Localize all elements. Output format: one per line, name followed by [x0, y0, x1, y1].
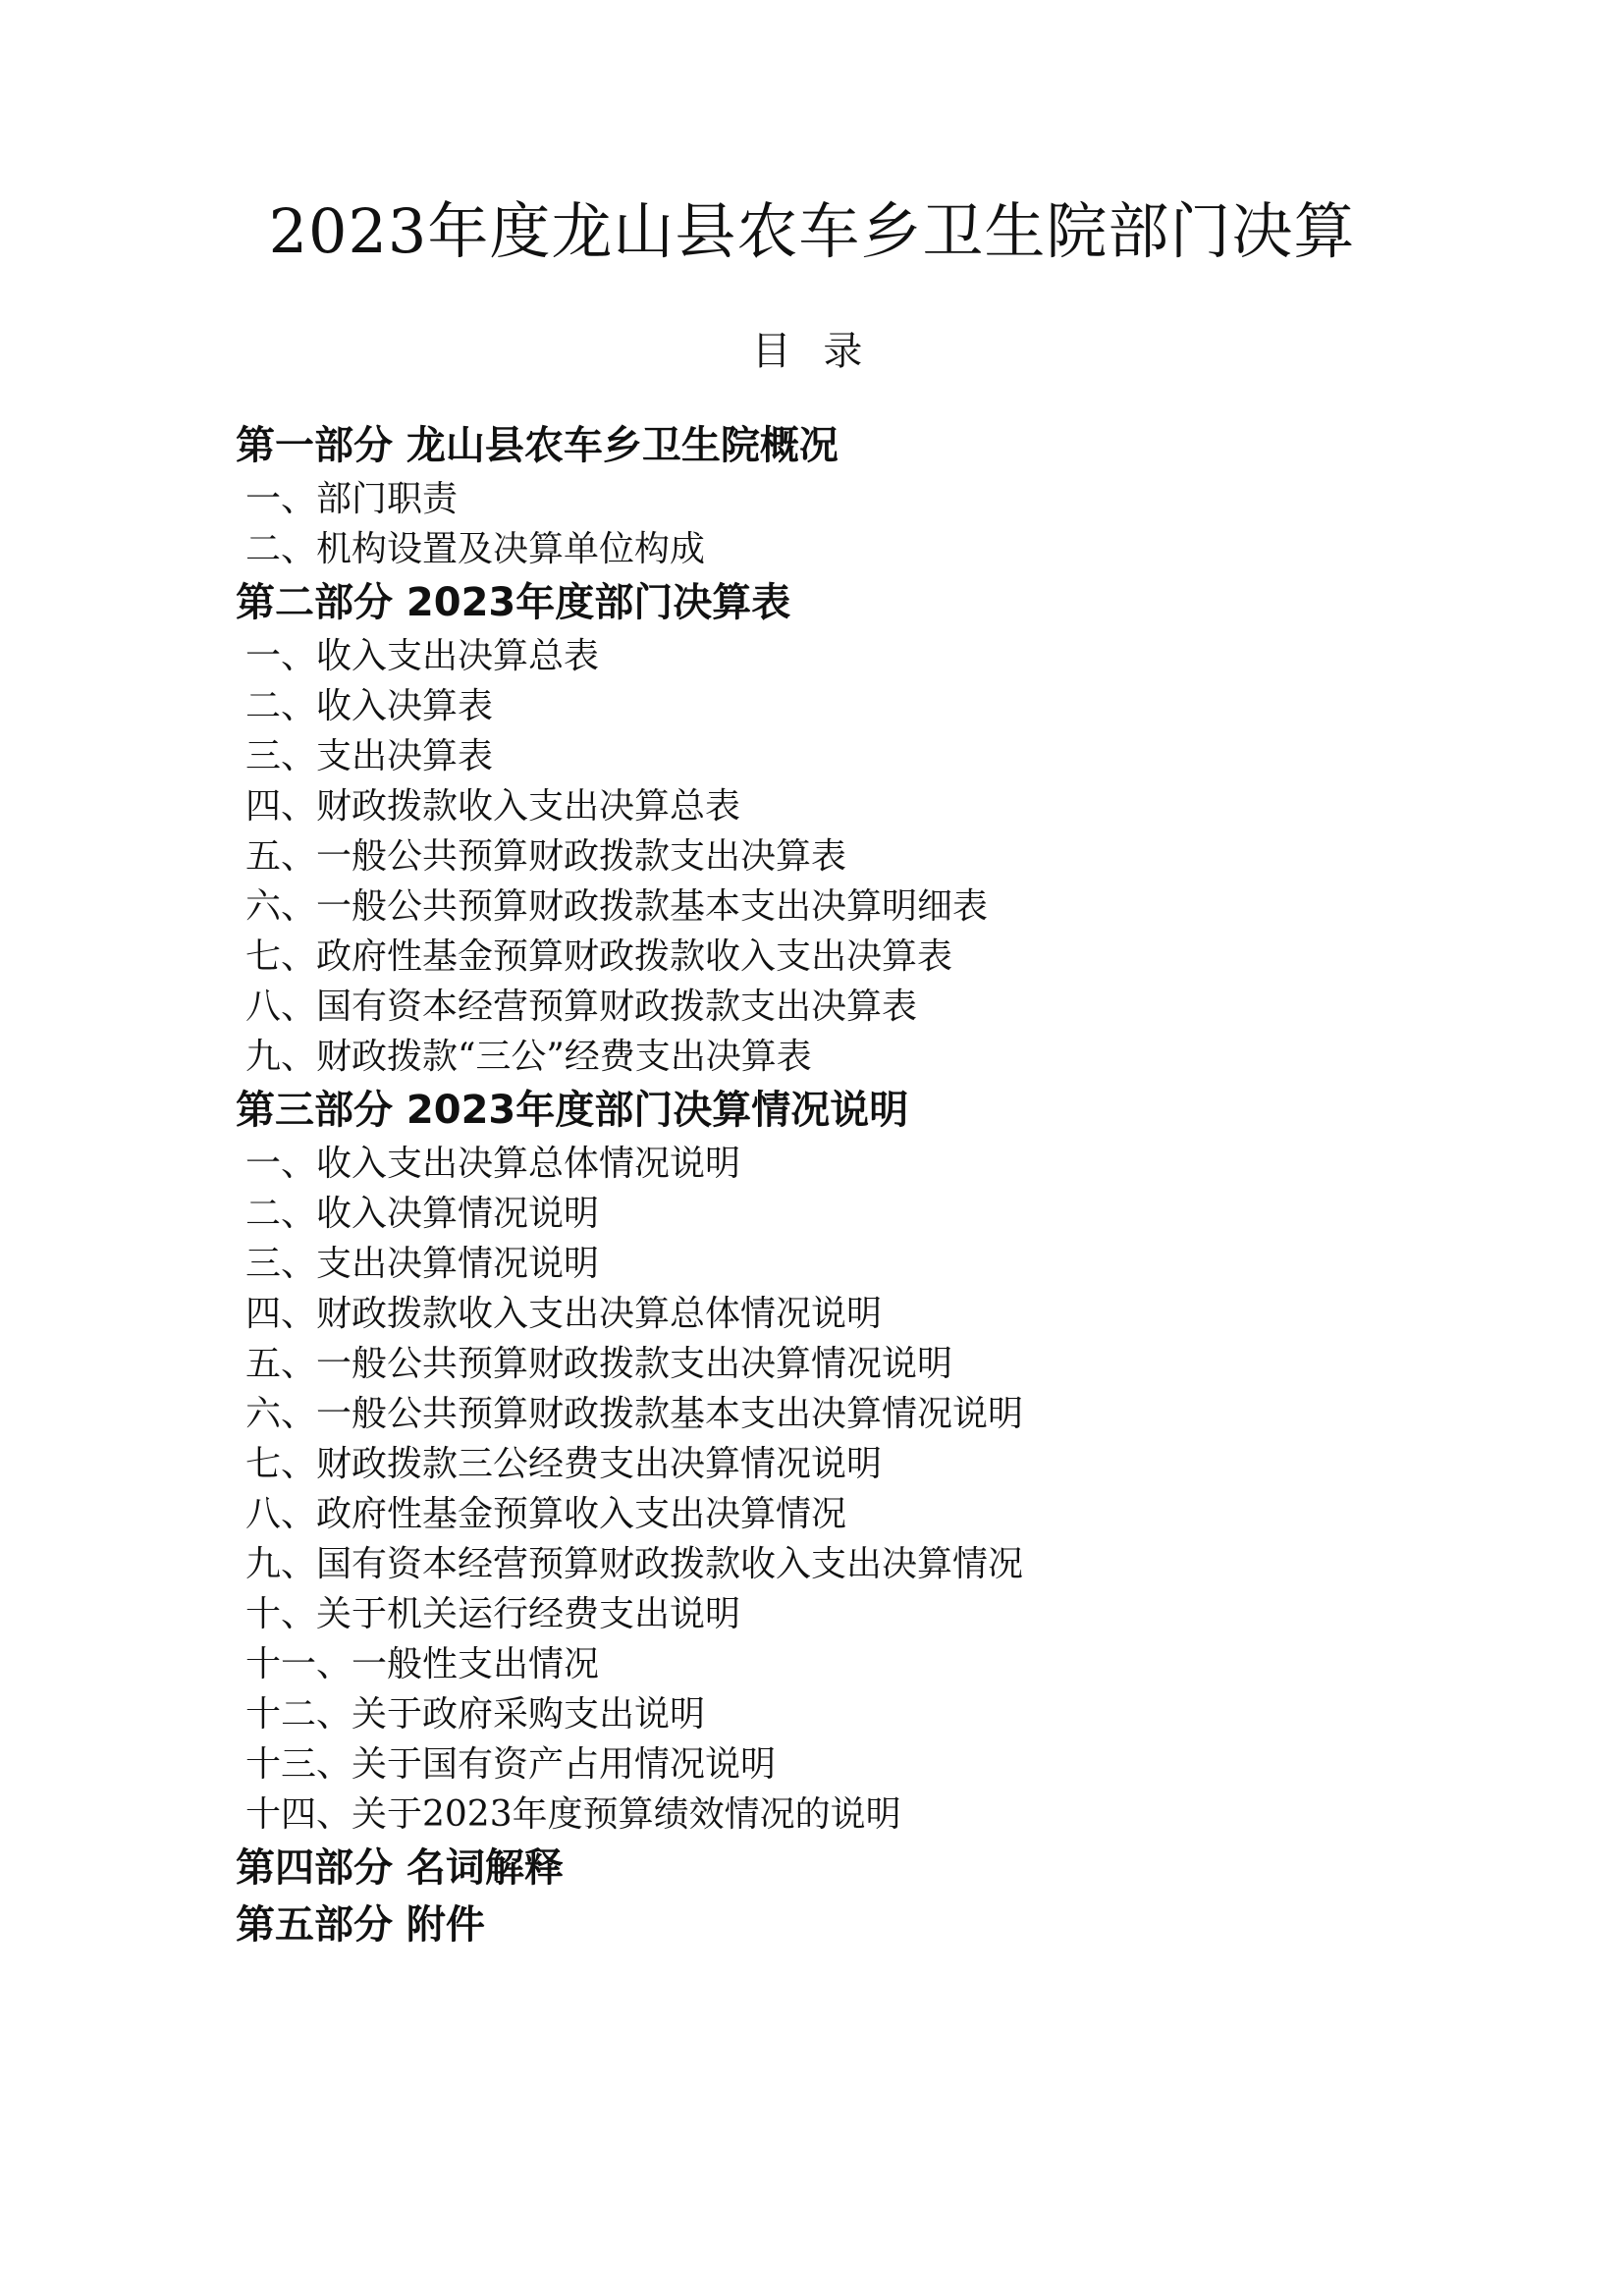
- toc-part-5-title: 第五部分 附件: [236, 1902, 485, 1948]
- toc-item: 一、收入支出决算总体情况说明: [245, 1144, 741, 1184]
- toc-item: 十一、一般性支出情况: [245, 1644, 600, 1684]
- document-title: 2023年度龙山县农车乡卫生院部门决算: [268, 195, 1356, 267]
- table-of-contents: [236, 417, 1512, 1953]
- toc-item: 六、一般公共预算财政拨款基本支出决算情况说明: [245, 1394, 1024, 1434]
- toc-item: 九、财政拨款“三公”经费支出决算表: [245, 1037, 812, 1077]
- toc-item: 四、财政拨款收入支出决算总体情况说明: [245, 1294, 883, 1334]
- toc-part-3-title: 第三部分 2023年度部门决算情况说明: [236, 1088, 909, 1133]
- toc-item: 十三、关于国有资产占用情况说明: [245, 1744, 777, 1785]
- toc-item: 一、收入支出决算总表: [245, 636, 600, 676]
- toc-item: 三、支出决算表: [245, 736, 494, 776]
- toc-heading: 目 录: [751, 329, 873, 374]
- toc-item: 十四、关于2023年度预算绩效情况的说明: [245, 1794, 901, 1835]
- toc-item: 八、政府性基金预算收入支出决算情况: [245, 1494, 847, 1534]
- toc-item: 九、国有资本经营预算财政拨款收入支出决算情况: [245, 1544, 1024, 1584]
- toc-item: 七、政府性基金预算财政拨款收入支出决算表: [245, 936, 953, 977]
- toc-part-2-title: 第二部分 2023年度部门决算表: [236, 580, 791, 625]
- toc-item: 六、一般公共预算财政拨款基本支出决算明细表: [245, 886, 989, 927]
- toc-item: 八、国有资本经营预算财政拨款支出决算表: [245, 987, 918, 1027]
- toc-item: 十、关于机关运行经费支出说明: [245, 1594, 741, 1634]
- toc-item: 四、财政拨款收入支出决算总表: [245, 786, 741, 827]
- toc-item: 二、机构设置及决算单位构成: [245, 529, 706, 569]
- toc-item: 五、一般公共预算财政拨款支出决算表: [245, 836, 847, 877]
- toc-item: 二、收入决算表: [245, 686, 494, 726]
- toc-item: 七、财政拨款三公经费支出决算情况说明: [245, 1444, 883, 1484]
- toc-item: 五、一般公共预算财政拨款支出决算情况说明: [245, 1344, 953, 1384]
- toc-part-1-title: 第一部分 龙山县农车乡卫生院概况: [236, 423, 839, 468]
- toc-part-4-title: 第四部分 名词解释: [236, 1845, 564, 1891]
- toc-item: 十二、关于政府采购支出说明: [245, 1694, 706, 1735]
- toc-item: 一、部门职责: [245, 479, 459, 519]
- toc-item: 二、收入决算情况说明: [245, 1194, 600, 1234]
- toc-item: 三、支出决算情况说明: [245, 1244, 600, 1284]
